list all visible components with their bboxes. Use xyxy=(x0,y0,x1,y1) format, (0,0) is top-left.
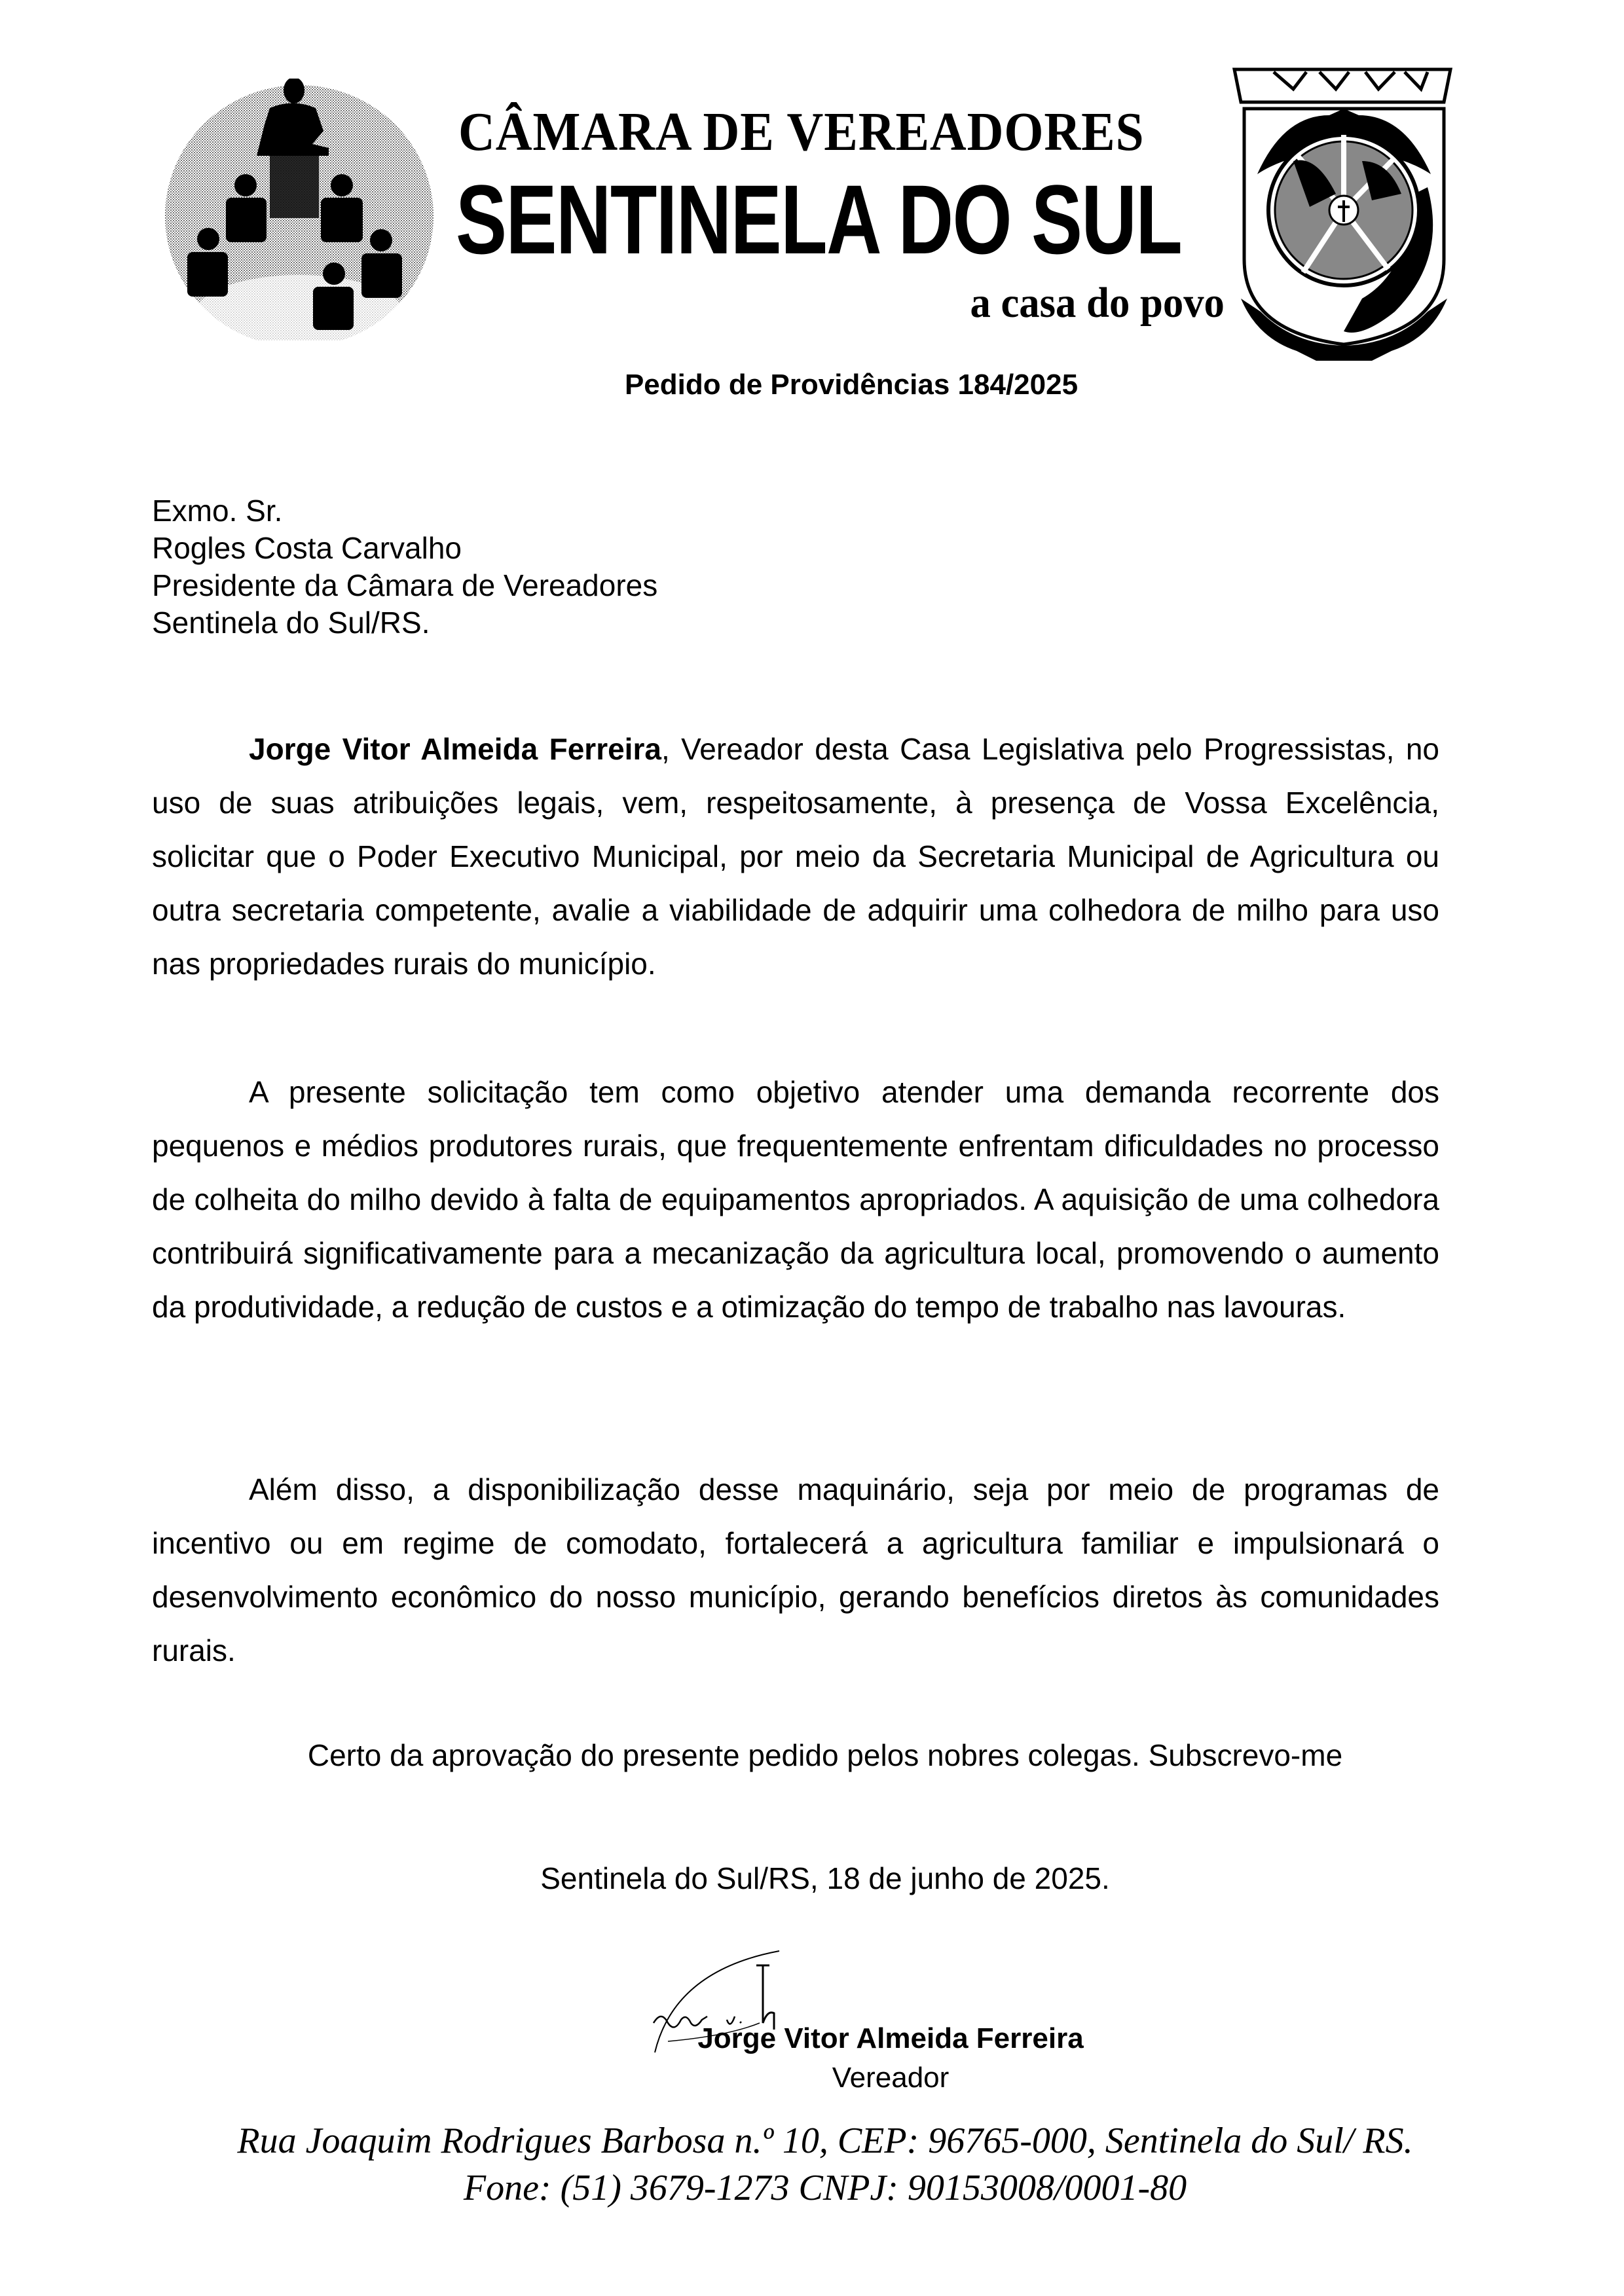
author-name-bold: Jorge Vitor Almeida Ferreira xyxy=(249,732,661,766)
institution-name-line2: SENTINELA DO SUL xyxy=(456,164,1182,274)
municipal-coat-of-arms-icon xyxy=(1231,63,1454,364)
body-paragraph-3: Além disso, a disponibilização desse maquinário, seja por meio de programas de incentivo ou em regime de comodato, fortalecerá a agricultura familiar e impulsionará o desenvolvimento econômico do nosso município, gerando benefícios diretos às comunidades rurais. xyxy=(152,1472,1439,1667)
signer-name: Jorge Vitor Almeida Ferreira xyxy=(697,2022,1084,2054)
addressee-name: Rogles Costa Carvalho xyxy=(152,531,462,565)
institution-tagline: a casa do povo xyxy=(970,279,1225,327)
body-paragraph-1-text: , Vereador desta Casa Legislativa pelo Progressistas, no uso de suas atribuições legais, vem, respeitosamente, à presença de Vossa Excelência, solicitar que o Poder Executivo Municipal, por meio da Secretaria Municipal de Agricultura ou outra secretaria competente, avalie a viabilidade de adquirir uma colhedora de milho para uso nas propriedades rurais do município. xyxy=(152,732,1439,981)
addressee-title: Presidente da Câmara de Vereadores xyxy=(152,568,658,602)
place-date-line: Sentinela do Sul/RS, 18 de junho de 2025. xyxy=(540,1861,1110,1895)
assembly-people-icon xyxy=(152,79,440,340)
institution-name-line1: CÂMARA DE VEREADORES xyxy=(458,101,1145,162)
footer-address: Rua Joaquim Rodrigues Barbosa n.º 10, CEP: 96765-000, Sentinela do Sul/ RS. xyxy=(237,2121,1413,2161)
signer-role: Vereador xyxy=(832,2062,950,2094)
body-paragraph-1 xyxy=(152,722,1439,991)
body-paragraph-2: A presente solicitação tem como objetivo atender uma demanda recorrente dos pequenos e médios produtores rurais, que frequentemente enfrentam dificuldades no processo de colheita do milho devido à falta de equipamentos apropriados. A aquisição de uma colhedora contribuirá significativamente para a mecanização da agricultura local, promovendo o aumento da produtividade, a redução de custos e a otimização do tempo de trabalho nas lavouras. xyxy=(152,1075,1439,1324)
document-title: Pedido de Providências 184/2025 xyxy=(624,369,1079,401)
closing-line: Certo da aprovação do presente pedido pelos nobres colegas. Subscrevo-me xyxy=(307,1738,1343,1772)
addressee-salutation: Exmo. Sr. xyxy=(152,494,283,528)
addressee-block xyxy=(152,492,657,642)
addressee-location: Sentinela do Sul/RS. xyxy=(152,606,430,640)
footer-contact: Fone: (51) 3679-1273 CNPJ: 90153008/0001-80 xyxy=(463,2168,1187,2208)
